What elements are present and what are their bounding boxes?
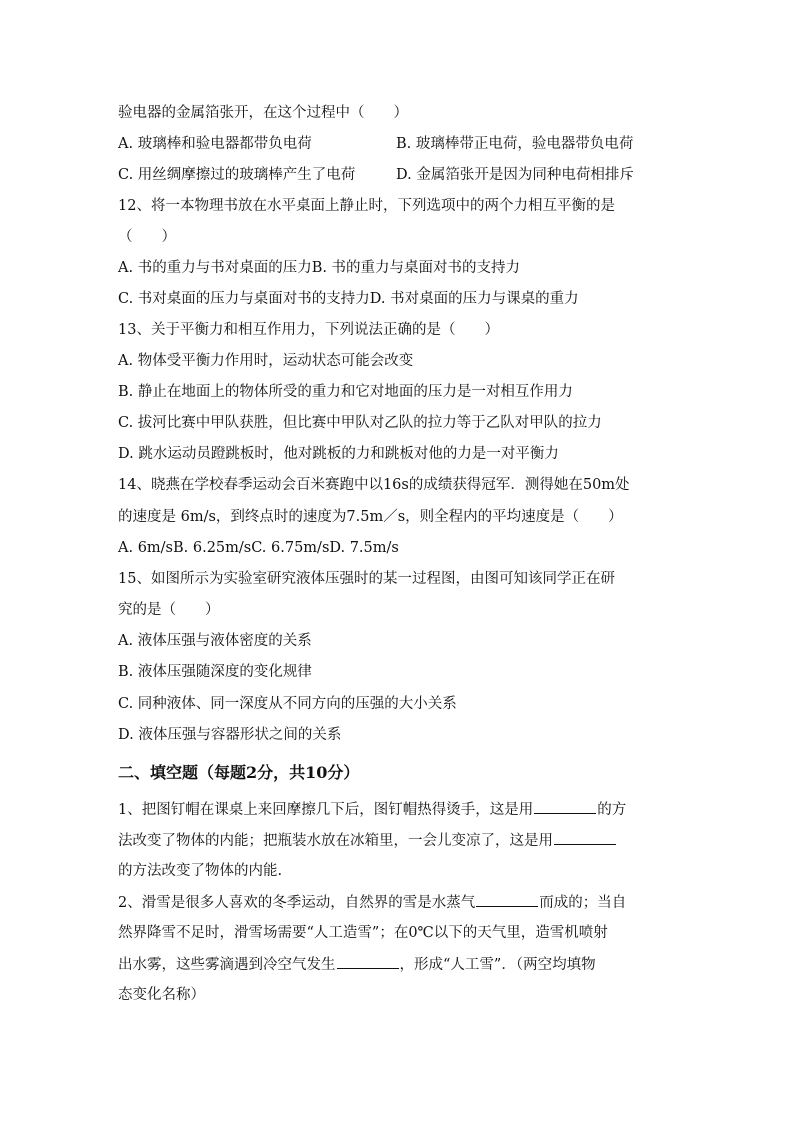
- section-heading: 二、填空题（每题2分，共10分）: [118, 763, 360, 782]
- q11-option-d: D. 金属箔张开是因为同种电荷相排斥: [396, 167, 634, 183]
- q14-options: A. 6m/sB. 6.25m/sC. 6.75m/sD. 7.5m/s: [118, 540, 399, 556]
- q12-stem-line-2: （ ）: [118, 229, 176, 245]
- q12-stem-line-1: 12、将一本物理书放在水平桌面上静止时，下列选项中的两个力相互平衡的是: [118, 198, 615, 214]
- q14-stem-line-2: 的速度是 6m/s，到终点时的速度为7.5m／s，则全程内的平均速度是（ ）: [118, 509, 623, 525]
- q14-stem-line-1: 14、晓燕在学校春季运动会百米赛跑中以16s的成绩获得冠军．测得她在50m处: [118, 477, 630, 493]
- q15-option-d: D. 液体压强与容器形状之间的关系: [118, 727, 342, 743]
- fill2-line-1: [118, 892, 626, 913]
- fill1-line-1: [118, 799, 626, 820]
- q11-option-a: A. 玻璃棒和验电器都带负电荷: [118, 136, 312, 152]
- q13-option-c: C. 拔河比赛中甲队获胜，但比赛中甲队对乙队的拉力等于乙队对甲队的拉力: [118, 415, 602, 431]
- fill2-text-a: 2、滑雪是很多人喜欢的冬季运动，自然界的雪是水蒸气: [118, 895, 476, 911]
- q11-option-c: C. 用丝绸摩擦过的玻璃棒产生了电荷: [118, 167, 356, 183]
- fill1-text-a: 1、把图钉帽在课桌上来回摩擦几下后，图钉帽热得烫手，这是用: [118, 802, 534, 818]
- fill1-blank-1[interactable]: [534, 799, 596, 814]
- q13-option-d: D. 跳水运动员蹬跳板时，他对跳板的力和跳板对他的力是一对平衡力: [118, 446, 559, 462]
- fill2-text-c: 出水雾，这些雾滴遇到冷空气发生: [118, 957, 336, 973]
- q12-options-cd: C. 书对桌面的压力与桌面对书的支持力D. 书对桌面的压力与课桌的重力: [118, 291, 579, 307]
- fill1-text-b: 的方: [597, 802, 627, 818]
- fill2-text-b: 而成的；当自: [539, 895, 627, 911]
- fill2-line-4: 态变化名称）: [118, 987, 205, 1003]
- q15-stem-line-1: 15、如图所示为实验室研究液体压强时的某一过程图，由图可知该同学正在研: [118, 571, 615, 587]
- q13-option-a: A. 物体受平衡力作用时，运动状态可能会改变: [118, 353, 414, 369]
- fill2-blank-1[interactable]: [476, 892, 538, 907]
- fill2-text-d: ，形成“人工雪”．（两空均填物: [399, 957, 596, 973]
- q11-option-b: B. 玻璃棒带正电荷，验电器带负电荷: [396, 136, 634, 152]
- fill2-blank-2[interactable]: [337, 954, 399, 969]
- fill2-line-2: 然界降雪不足时，滑雪场需要“人工造雪”；在0℃以下的天气里，造雪机喷射: [118, 925, 608, 941]
- fill1-line-3: 的方法改变了物体的内能.: [118, 863, 283, 879]
- q15-option-b: B. 液体压强随深度的变化规律: [118, 664, 312, 680]
- q11-stem-tail: 验电器的金属箔张开，在这个过程中（ ）: [118, 105, 408, 121]
- fill1-line-2: [118, 830, 617, 851]
- q15-option-a: A. 液体压强与液体密度的关系: [118, 633, 312, 649]
- q13-stem: 13、关于平衡力和相互作用力，下列说法正确的是（ ）: [118, 322, 499, 338]
- q12-options-ab: A. 书的重力与书对桌面的压力B. 书的重力与桌面对书的支持力: [118, 260, 521, 276]
- fill1-text-c: 法改变了物体的内能；把瓶装水放在冰箱里，一会儿变凉了，这是用: [118, 833, 553, 849]
- fill1-blank-2[interactable]: [554, 830, 616, 845]
- q15-option-c: C. 同种液体、同一深度从不同方向的压强的大小关系: [118, 696, 457, 712]
- q15-stem-line-2: 究的是（ ）: [118, 602, 220, 618]
- fill2-line-3: [118, 954, 596, 975]
- q13-option-b: B. 静止在地面上的物体所受的重力和它对地面的压力是一对相互作用力: [118, 384, 573, 400]
